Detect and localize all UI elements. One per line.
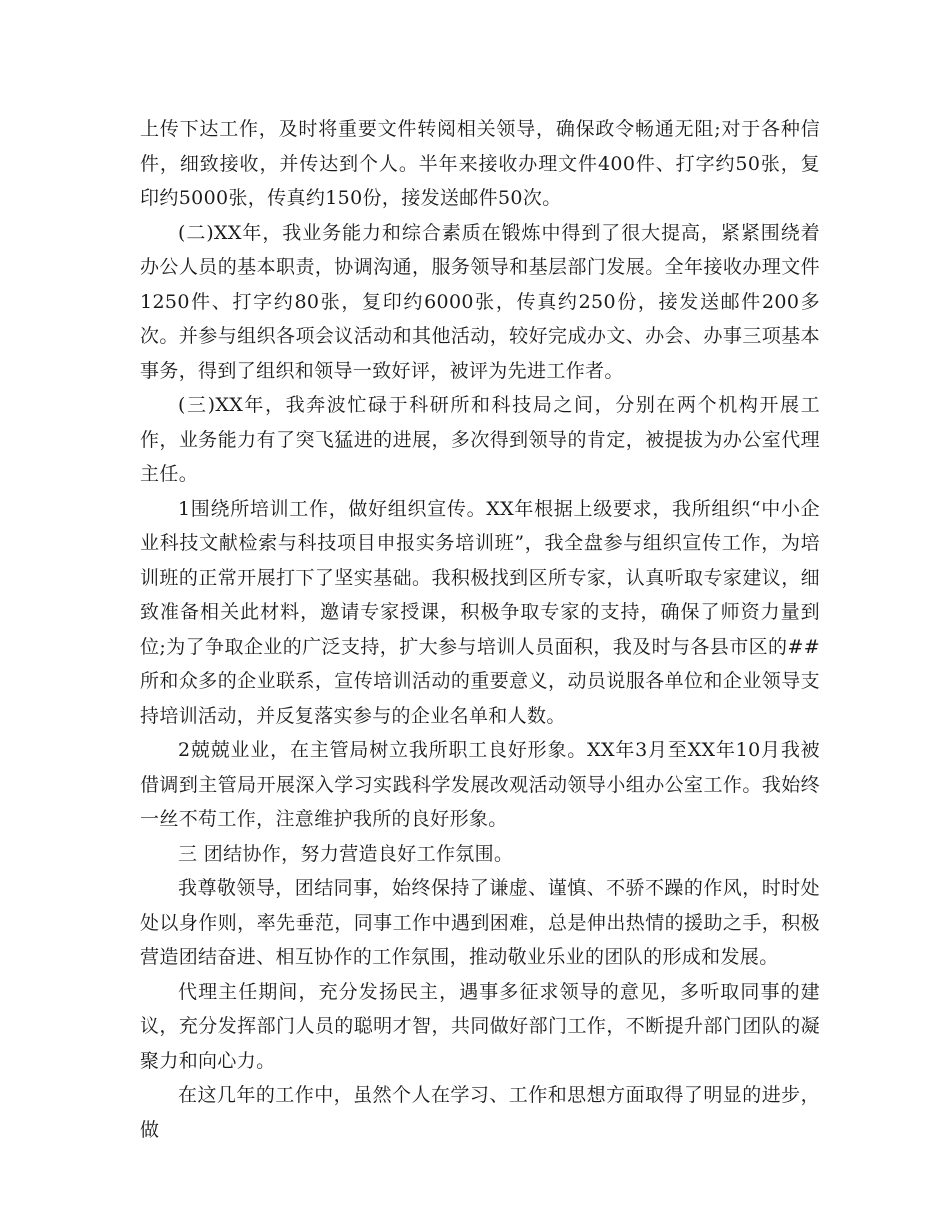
paragraph-7: 我尊敬领导，团结同事，始终保持了谦虚、谨慎、不骄不躁的作风，时时处处以身作则，率先垂范，同事工作中遇到困难，总是伸出热情的援助之手，积极营造团结奋进、相互协作的工作氛围，推动敬业乐业的团队的形成和发展。 [140, 877, 820, 968]
paragraph-8: 代理主任期间，充分发扬民主，遇事多征求领导的意见，多听取同事的建议，充分发挥部门人员的聪明才智，共同做好部门工作，不断提升部门团队的凝聚力和向心力。 [140, 980, 820, 1072]
section-heading-3: 三 团结协作，努力营造良好工作氛围。 [178, 842, 514, 865]
paragraph-1: 上传下达工作，及时将重要文件转阅相关领导，确保政令畅通无阻;对于各种信件，细致接收，并传达到个人。半年来接收办理文件400件、打字约50张，复印约5000张，传真约150份，接发送邮件50次。 [140, 118, 820, 209]
paragraph-3: (三)XX年，我奔波忙碌于科研所和科技局之间，分别在两个机构开展工作，业务能力有了突飞猛进的进展，多次得到领导的肯定，被提拔为办公室代理主任。 [140, 394, 820, 485]
paragraph-9: 在这几年的工作中，虽然个人在学习、工作和思想方面取得了明显的进步，做 [140, 1084, 820, 1141]
paragraph-2: (二)XX年，我业务能力和综合素质在锻炼中得到了很大提高，紧紧围绕着办公人员的基本职责，协调沟通，服务领导和基层部门发展。全年接收办理文件1250件、打字约80张，复印约6000张，传真约250份，接发送邮件200多次。并参与组织各项会议活动和其他活动，较好完成办文、办会、办事三项基本事务，得到了组织和领导一致好评，被评为先进工作者。 [140, 221, 820, 382]
paragraph-4: 1围绕所培训工作，做好组织宣传。XX年根据上级要求，我所组织“中小企业科技文献检索与科技项目申报实务培训班”，我全盘参与组织宣传工作，为培训班的正常开展打下了坚实基础。我积极找到区所专家，认真听取专家建议，细致准备相关此材料，邀请专家授课，积极争取专家的支持，确保了师资力量到位;为了争取企业的广泛支持，扩大参与培训人员面积，我及时与各县市区的##所和众多的企业联系，宣传培训活动的重要意义，动员说服各单位和企业领导支持培训活动，并反复落实参与的企业名单和人数。 [140, 497, 820, 727]
document-body [140, 112, 820, 1147]
paragraph-5: 2兢兢业业，在主管局树立我所职工良好形象。XX年3月至XX年10月我被借调到主管局开展深入学习实践科学发展改观活动领导小组办公室工作。我始终一丝不苟工作，注意维护我所的良好形象。 [140, 739, 820, 830]
